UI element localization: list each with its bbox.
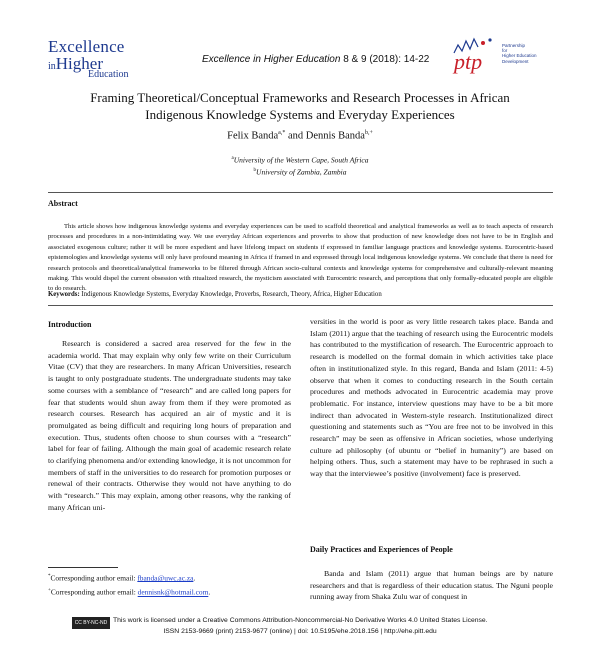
- cc-license-badge-icon[interactable]: CC BY-NC-ND: [72, 617, 110, 629]
- license-statement: This work is licensed under a Creative Commons Attribution-Noncommercial-No Derivative Works 4.0 United States License.: [113, 617, 488, 624]
- footnote-1-sup: *: [48, 574, 51, 579]
- ptp-logo-mark: ptp: [454, 49, 483, 74]
- author-joiner: and: [287, 130, 304, 142]
- ptp-line-4: Development: [502, 58, 529, 64]
- keywords-divider: [48, 305, 553, 306]
- author-list: [60, 130, 540, 142]
- introduction-paragraph: Research is considered a sacred area reserved for the few in the academia world. That may explain why only few write on their Curriculum Vitae (CV) that they are researchers. In many African Universities, research is taught to only postgraduate students. The undergraduate students may take some courses with a semblance of “research” and are called long papers for fear that students would shun away from them if they were promoted as research courses. Research has acquired an air of mystic and it is promulgated as being difficult and requiring long hours of preparation and execution. Thus, students often choose to shun courses with a “research” label for fear of failing. Although the main goal of academic research relate to clarifying phenomena and/or extending knowledge, it is not uncommon for members of staff in the universities to do research for promotion purposes or renewal of their contracts. Otherwise they would not have anything to do with “research.” This may explain, among other reasons, why the ranking of many African uni-: [48, 339, 291, 512]
- affiliation-1-sup: a: [231, 156, 234, 161]
- journal-reference: [202, 54, 429, 65]
- journal-name: Excellence in Higher Education: [202, 54, 341, 65]
- keywords-text: Indigenous Knowledge Systems, Everyday Knowledge, Proverbs, Research, Theory, Africa, Higher Education: [81, 291, 382, 298]
- ptp-logo: [450, 33, 560, 78]
- daily-practices-body: [310, 568, 553, 603]
- abstract-heading: Abstract: [48, 199, 78, 208]
- footnote-1-email-link[interactable]: fbanda@uwc.ac.za: [137, 573, 194, 583]
- logo-line-2-prefix: in: [48, 61, 56, 72]
- affiliation-1: [60, 154, 540, 166]
- author-2: Dennis Banda: [305, 130, 365, 142]
- abstract-top-divider: [48, 192, 553, 193]
- footnote-2-label: Corresponding author email:: [50, 587, 136, 597]
- ptp-logo-mark-icon: [450, 33, 510, 78]
- ptp-line-3: Higher Education: [502, 53, 537, 59]
- footnote-1-label: Corresponding author email:: [50, 573, 136, 583]
- daily-practices-paragraph: Banda and Islam (2011) argue that human beings are by nature researchers and that is regardless of their education status. The Nguni people running away from Shaka Zulu war of conquest in: [310, 569, 553, 602]
- journal-issue: 8 & 9 (2018): 14-22: [343, 54, 430, 65]
- introduction-continued-paragraph: versities in the world is poor as very little research takes place. Banda and Islam (2011) argue that the teaching of research using the Eurocentric models has contributed to the mystification of research. The Eurocentric approach to research is modelled on the formal domain in which activities take place often in institutionalized style. In this regard, Banda and Islam (2011: 4-5) observe that when it comes to conducting research in the South certain procedures and methods advocated in Eurocentric academia may prove problematic. For instance, interview questions may have to be a bit more indirect than advocated in Western-style research. Institutionalized direct questioning and statements such as “You are free not to be involved in this research” may be seen as offensive in African societies, whose underlying culture ad philosophy (of ubuntu or “belief in humanity”) are based on helping others. Thus, such a statement may have to be rephrased in such a way that the interviewee’s positive (involvement) face is preserved.: [310, 317, 553, 479]
- footnote-2: [48, 584, 308, 598]
- ptp-line-1: Partnership: [502, 43, 526, 48]
- journal-logo: [48, 38, 129, 80]
- ptp-logo-text: [502, 43, 562, 64]
- title-line-1: Framing Theoretical/Conceptual Frameworks and Research Processes in African: [90, 90, 510, 105]
- footnote-divider: [48, 567, 118, 568]
- affiliation-1-text: University of the Western Cape, South Africa: [233, 155, 369, 165]
- introduction-body: [48, 338, 291, 514]
- author-1-sup: a,*: [278, 130, 286, 136]
- footnote-1: [48, 570, 308, 584]
- affiliation-2: [60, 166, 540, 178]
- introduction-heading: Introduction: [48, 320, 92, 329]
- keywords: [48, 291, 553, 298]
- abstract-text: This article shows how indigenous knowledge systems and everyday experiences can be used to scaffold theoretical and analytical frameworks as well as to teach aspects of research processes and procedures in a non-intimidating way. We use everyday African experiences and proverbs to show that production of new knowledge does not have to be in English and associated exogenous culture; rather it will be more expedient and have lifelong impact on students if expressed in familiar language practices and knowledge systems. Eurocentric-based epistemologies and knowledge systems will only have profound meaning in Africa if framed in and expressed through local indigenous knowledge systems. We conclude that there is need for research protocols and theoretical/analytical frameworks to be filtered through African socio-cultural contexts and knowledge systems for comprehensive and culturally-relevant meaning making. This would dispel the current obsession with ritualized research, the mysticism associated with Eurocentric research, and perceptions that only formally-educated people are eligible to do research.: [48, 223, 553, 293]
- logo-line-1: Excellence: [48, 37, 125, 56]
- title-line-2: Indigenous Knowledge Systems and Everyday Experiences: [145, 107, 455, 122]
- daily-practices-heading: Daily Practices and Experiences of People: [310, 545, 453, 554]
- logo-line-2-main: Higher: [55, 54, 103, 73]
- affiliation-2-sup: b: [253, 167, 257, 173]
- footnote-2-email-link[interactable]: dennisnk@hotmail.com: [137, 587, 209, 597]
- author-1: Felix Banda: [227, 130, 279, 142]
- author-2-sup: b,+: [364, 130, 373, 136]
- introduction-continued: [310, 316, 553, 480]
- ptp-line-2: for: [502, 48, 508, 54]
- affiliation-2-text: University of Zambia, Zambia: [256, 167, 347, 176]
- keywords-label: Keywords:: [48, 291, 80, 298]
- issn-doi-line: ISSN 2153-9669 (print) 2153-9677 (online) | doi: 10.5195/ehe.2018.156 | http://ehe.pitt.edu: [163, 628, 437, 635]
- footnotes: [48, 570, 308, 599]
- logo-line-3: Education: [88, 69, 129, 80]
- footnote-1-end: .: [193, 573, 196, 583]
- footnote-2-end: .: [208, 587, 211, 597]
- affiliations: [60, 154, 540, 177]
- footnote-2-sup: +: [48, 588, 51, 594]
- article-title: [60, 89, 540, 123]
